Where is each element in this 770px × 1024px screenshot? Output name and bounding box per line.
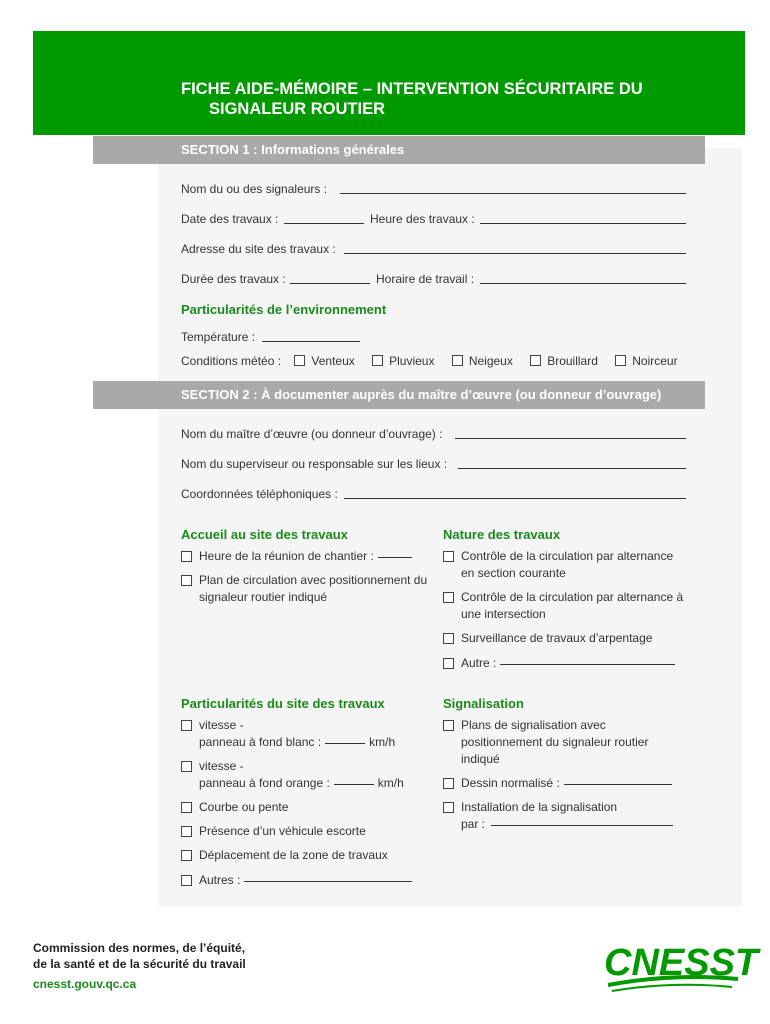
checkbox-icon[interactable]: [181, 802, 192, 813]
site-vitesse-blanc[interactable]: vitesse - panneau à fond blanc : km/h: [181, 717, 431, 751]
site-subtitle: Particularités du site des travaux: [181, 696, 385, 711]
meteo-venteux[interactable]: Venteux: [294, 354, 354, 368]
checkbox-icon[interactable]: [372, 355, 383, 366]
checkbox-icon[interactable]: [443, 658, 454, 669]
nature-arpentage[interactable]: Surveillance de travaux d’arpentage: [443, 630, 688, 647]
nature-alternance-section[interactable]: Contrôle de la circulation par alternance en section courante: [443, 548, 688, 582]
accueil-heure-reunion[interactable]: Heure de la réunion de chantier :: [181, 548, 431, 565]
title-line-2: SIGNALEUR ROUTIER: [209, 100, 386, 118]
meteo-row: [181, 354, 678, 368]
site-deplacement-zone[interactable]: Déplacement de la zone de travaux: [181, 847, 431, 864]
field-site-autres[interactable]: [244, 881, 412, 882]
checkbox-icon[interactable]: [294, 355, 305, 366]
field-nom-signaleurs[interactable]: [340, 193, 686, 194]
label-adresse: Adresse du site des travaux :: [181, 242, 336, 256]
env-subtitle: Particularités de l’environnement: [181, 302, 387, 317]
checkbox-icon[interactable]: [181, 551, 192, 562]
checkbox-icon[interactable]: [181, 826, 192, 837]
site-vehicule-escorte[interactable]: Présence d’un véhicule escorte: [181, 823, 431, 840]
section-1-header: SECTION 1 : Informations générales: [93, 136, 705, 164]
checkbox-icon[interactable]: [443, 802, 454, 813]
field-vitesse-blanc[interactable]: [325, 743, 365, 744]
org-url-link[interactable]: cnesst.gouv.qc.ca: [33, 977, 137, 991]
checkbox-icon[interactable]: [181, 575, 192, 586]
accueil-subtitle: Accueil au site des travaux: [181, 527, 348, 542]
checkbox-icon[interactable]: [443, 592, 454, 603]
sign-plans[interactable]: Plans de signalisation avec positionnement du signaleur routier indiqué: [443, 717, 673, 768]
label-coordonnees: Coordonnées téléphoniques :: [181, 487, 338, 501]
meteo-brouillard[interactable]: Brouillard: [530, 354, 598, 368]
checkbox-icon[interactable]: [443, 633, 454, 644]
checkbox-icon[interactable]: [181, 850, 192, 861]
label-conditions: Conditions météo :: [181, 354, 282, 368]
page-title: [181, 79, 721, 119]
checkbox-icon[interactable]: [181, 875, 192, 886]
title-line-1: FICHE AIDE-MÉMOIRE – INTERVENTION SÉCURITAIRE DU: [181, 80, 643, 98]
field-adresse[interactable]: [344, 253, 686, 254]
field-nom-superviseur[interactable]: [458, 468, 686, 469]
meteo-noirceur[interactable]: Noirceur: [615, 354, 677, 368]
section-2-header: SECTION 2 : À documenter auprès du maître d’œuvre (ou donneur d’ouvrage): [93, 381, 705, 409]
site-autres[interactable]: Autres :: [181, 872, 431, 889]
meteo-pluvieux[interactable]: Pluvieux: [372, 354, 434, 368]
field-dessin[interactable]: [564, 784, 672, 785]
field-coordonnees[interactable]: [344, 498, 686, 499]
field-heure-reunion[interactable]: [378, 557, 412, 558]
label-nom-maitre: Nom du maître d’œuvre (ou donneur d’ouvrage) :: [181, 427, 443, 441]
meteo-neigeux[interactable]: Neigeux: [452, 354, 513, 368]
checkbox-icon[interactable]: [443, 551, 454, 562]
site-courbe-pente[interactable]: Courbe ou pente: [181, 799, 431, 816]
checkbox-icon[interactable]: [443, 778, 454, 789]
accueil-plan-circulation[interactable]: Plan de circulation avec positionnement du signaleur routier indiqué: [181, 572, 431, 606]
label-nom-signaleurs: Nom du ou des signaleurs :: [181, 182, 328, 196]
sign-dessin[interactable]: Dessin normalisé :: [443, 775, 688, 792]
label-date-travaux: Date des travaux :: [181, 212, 279, 226]
field-installation-par[interactable]: [491, 825, 673, 826]
checkbox-icon[interactable]: [530, 355, 541, 366]
nature-alternance-intersection[interactable]: Contrôle de la circulation par alternance à une intersection: [443, 589, 688, 623]
checkbox-icon[interactable]: [181, 720, 192, 731]
nature-subtitle: Nature des travaux: [443, 527, 561, 542]
field-nom-maitre[interactable]: [455, 438, 686, 439]
cnesst-logo: [602, 935, 759, 995]
field-horaire[interactable]: [480, 283, 686, 284]
label-duree: Durée des travaux :: [181, 272, 286, 286]
field-vitesse-orange[interactable]: [334, 784, 374, 785]
nature-autre[interactable]: Autre :: [443, 655, 688, 672]
field-temperature[interactable]: [262, 341, 360, 342]
logo-wordmark: CNESST: [604, 942, 759, 984]
field-heure-travaux[interactable]: [480, 223, 686, 224]
checkbox-icon[interactable]: [181, 761, 192, 772]
label-horaire: Horaire de travail :: [376, 272, 475, 286]
label-nom-superviseur: Nom du superviseur ou responsable sur les lieux :: [181, 457, 448, 471]
checkbox-icon[interactable]: [452, 355, 463, 366]
checkbox-icon[interactable]: [615, 355, 626, 366]
field-date-travaux[interactable]: [284, 223, 364, 224]
label-temperature: Température :: [181, 330, 256, 344]
signalisation-subtitle: Signalisation: [443, 696, 524, 711]
checkbox-icon[interactable]: [443, 720, 454, 731]
field-duree[interactable]: [290, 283, 370, 284]
label-heure-travaux: Heure des travaux :: [370, 212, 475, 226]
field-nature-autre[interactable]: [500, 664, 675, 665]
org-name: Commission des normes, de l’équité, de la santé et de la sécurité du travail: [33, 941, 246, 971]
site-vitesse-orange[interactable]: vitesse - panneau à fond orange : km/h: [181, 758, 431, 792]
sign-installation[interactable]: Installation de la signalisation par :: [443, 799, 688, 833]
logo-swoosh-icon: [612, 985, 732, 991]
